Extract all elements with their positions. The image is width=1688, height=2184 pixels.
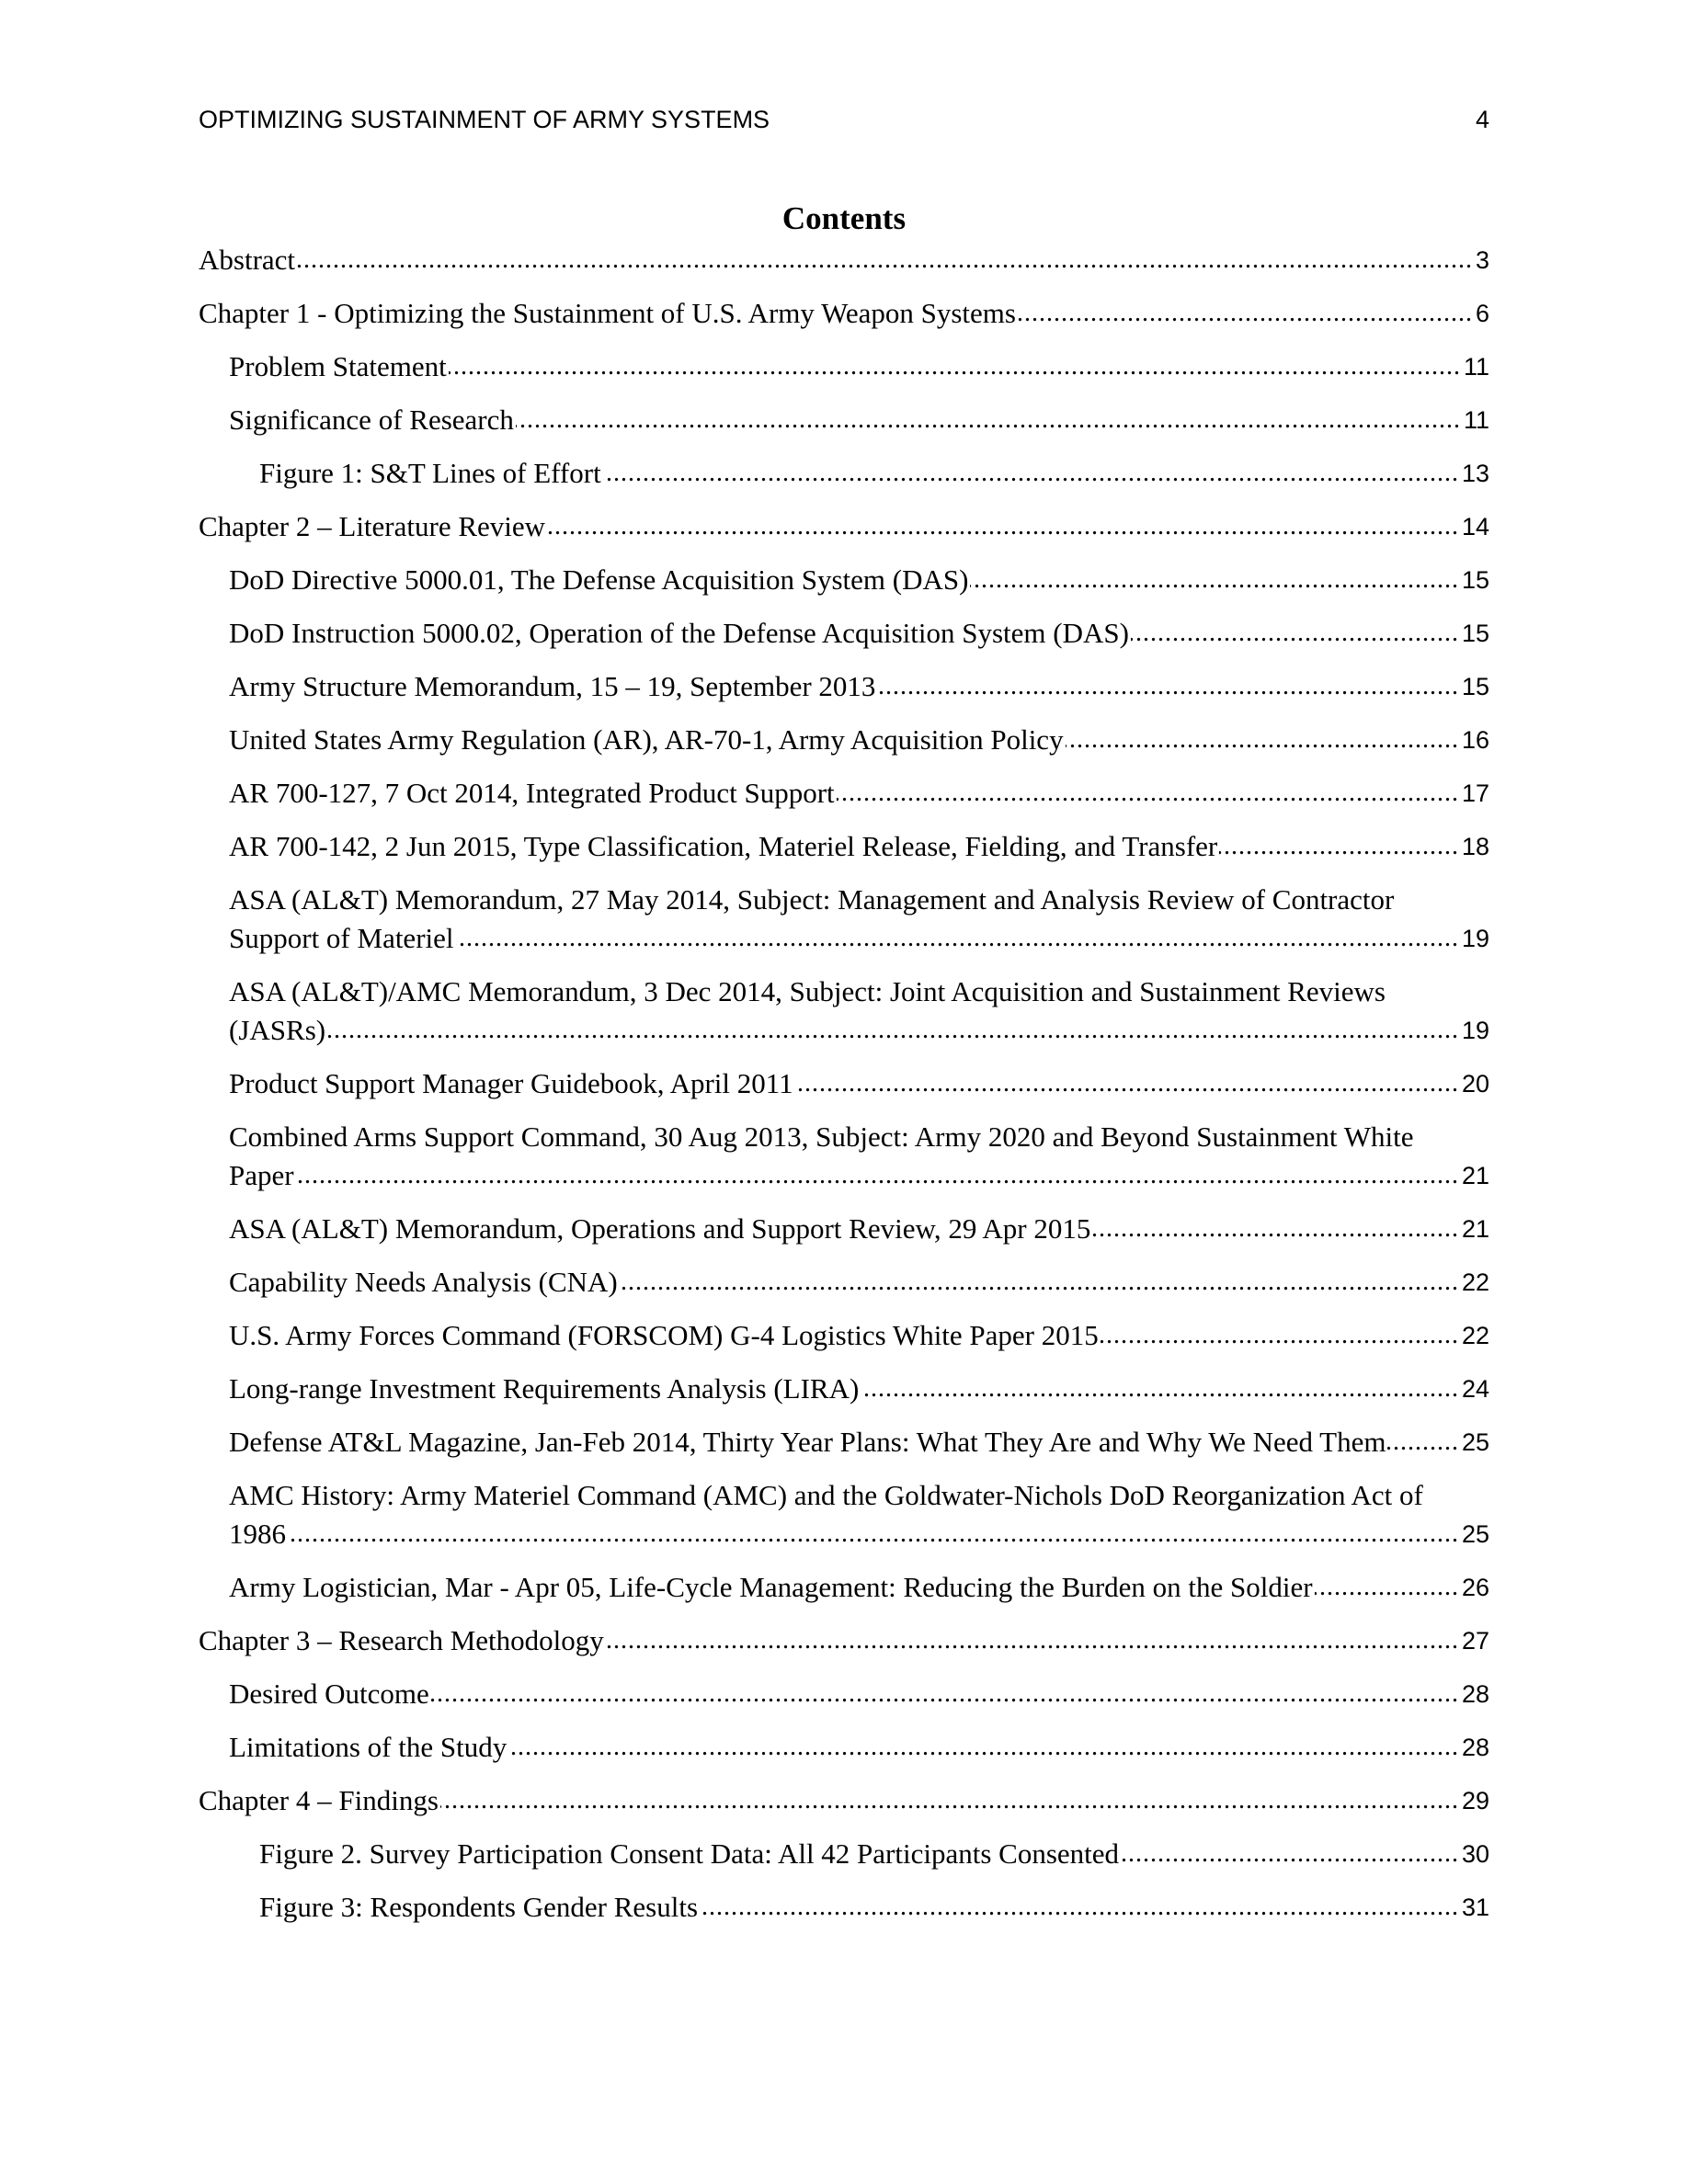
toc-entry-title-wrap: [229, 1728, 1459, 1767]
toc-entry-title-wrap: [229, 1568, 1459, 1607]
toc-entry-title: ASA (AL&T) Memorandum, Operations and Support Review, 29 Apr 2015: [229, 1212, 1091, 1245]
toc-entry-title-wrap: [229, 1064, 1459, 1103]
toc-entry-title: AMC History: Army Materiel Command (AMC) and the Goldwater-Nichols DoD Reorganization Act of 1986: [229, 1479, 1423, 1550]
toc-entry-title: Figure 3: Respondents Gender Results: [259, 1891, 699, 1923]
toc-entry[interactable]: [199, 507, 1489, 546]
toc-entry[interactable]: [199, 1263, 1489, 1302]
toc-entry-title-wrap: [229, 667, 1459, 706]
toc-entry-title: Figure 2. Survey Participation Consent Data: All 42 Participants Consented: [259, 1837, 1120, 1870]
toc-entry-page: 27: [1459, 1621, 1489, 1660]
toc-entry-page: 26: [1459, 1568, 1489, 1607]
toc-entry-page: 15: [1459, 667, 1489, 706]
toc-entry[interactable]: [199, 1675, 1489, 1713]
toc-entry-page: 28: [1459, 1675, 1489, 1713]
toc-entry-title-wrap: [229, 1423, 1459, 1462]
toc-entry-page: 29: [1459, 1781, 1489, 1820]
toc-entry-page: 11: [1461, 401, 1489, 439]
toc-entry[interactable]: [199, 454, 1489, 493]
toc-entry-page: 25: [1459, 1423, 1489, 1462]
toc-entry-page: 11: [1461, 347, 1489, 386]
toc-entry-title-wrap: [229, 561, 1459, 599]
toc-entry-title-wrap: [259, 1888, 1459, 1927]
toc-entry-page: 15: [1459, 561, 1489, 599]
toc-entry-title-wrap: [229, 1370, 1459, 1408]
toc-entry-title-wrap: [229, 1675, 1459, 1713]
toc-entry[interactable]: [199, 1568, 1489, 1607]
toc-entry-title: Chapter 2 – Literature Review: [199, 510, 546, 542]
toc-entry[interactable]: [199, 1316, 1489, 1355]
toc-entry-title: Limitations of the Study: [229, 1731, 508, 1763]
toc-entry-title: United States Army Regulation (AR), AR-70-1, Army Acquisition Policy: [229, 723, 1064, 756]
toc-entry-title-wrap: [229, 973, 1459, 1050]
toc-entry-title-wrap: [199, 1621, 1459, 1660]
toc-entry-page: 18: [1459, 827, 1489, 866]
toc-entry-title: AR 700-142, 2 Jun 2015, Type Classification, Materiel Release, Fielding, and Transfer: [229, 830, 1218, 862]
contents-heading: Contents: [781, 200, 907, 236]
toc-entry-title-wrap: [199, 1781, 1459, 1820]
toc-entry-page: 17: [1459, 774, 1489, 813]
toc-entry-title: U.S. Army Forces Command (FORSCOM) G-4 Logistics White Paper 2015: [229, 1319, 1099, 1351]
toc-entry[interactable]: [199, 1370, 1489, 1408]
toc-entry[interactable]: [199, 1781, 1489, 1820]
toc-entry-page: 21: [1459, 1156, 1489, 1195]
toc-entry-title-wrap: [229, 721, 1459, 759]
toc-entry-page: 19: [1459, 1011, 1489, 1050]
toc-entry-title-wrap: [229, 1476, 1459, 1553]
toc-entry-page: 14: [1459, 507, 1489, 546]
toc-entry-title: Capability Needs Analysis (CNA): [229, 1266, 618, 1298]
toc-entry-title-wrap: [259, 454, 1459, 493]
toc-entry[interactable]: [199, 1888, 1489, 1927]
toc-entry-title-wrap: [229, 774, 1459, 813]
toc-entry[interactable]: [199, 241, 1489, 279]
toc-entry-title: Chapter 3 – Research Methodology: [199, 1624, 604, 1656]
toc-entry-title-wrap: [229, 1263, 1459, 1302]
toc-entry-title-wrap: [229, 1210, 1459, 1248]
toc-entry-title-wrap: [229, 347, 1461, 386]
toc-entry-title-wrap: [229, 881, 1459, 958]
toc-entry-title: Problem Statement: [229, 350, 447, 382]
toc-entry[interactable]: [199, 1118, 1489, 1195]
toc-entry[interactable]: [199, 1423, 1489, 1462]
toc-entry[interactable]: [199, 1064, 1489, 1103]
toc-entry-page: 6: [1473, 294, 1489, 333]
toc-entry-title-wrap: [199, 507, 1459, 546]
toc-entry-title: Defense AT&L Magazine, Jan-Feb 2014, Thirty Year Plans: What They Are and Why We Need Them: [229, 1426, 1386, 1458]
page-number: 4: [1475, 106, 1489, 133]
toc-entry-title: Chapter 1 - Optimizing the Sustainment of U.S. Army Weapon Systems: [199, 297, 1016, 329]
toc-entry-title-wrap: [229, 1316, 1459, 1355]
toc-entry[interactable]: [199, 881, 1489, 958]
toc-entry-title: Chapter 4 – Findings: [199, 1784, 439, 1816]
toc-entry-page: 15: [1459, 614, 1489, 653]
toc-entry-title-wrap: [199, 294, 1473, 333]
toc-entry-title: Army Logistician, Mar - Apr 05, Life-Cycle Management: Reducing the Burden on the Soldier: [229, 1571, 1313, 1603]
toc-entry-title: Army Structure Memorandum, 15 – 19, September 2013: [229, 670, 876, 702]
toc-entry-title: Long-range Investment Requirements Analysis (LIRA): [229, 1372, 860, 1405]
toc-entry[interactable]: [199, 1210, 1489, 1248]
toc-entry-title: AR 700-127, 7 Oct 2014, Integrated Product Support: [229, 777, 835, 809]
toc-entry-title: Product Support Manager Guidebook, April 2011: [229, 1067, 793, 1099]
toc-entry-title-wrap: [229, 1118, 1459, 1195]
toc-entry-title-wrap: [259, 1835, 1459, 1873]
toc-entry[interactable]: [199, 294, 1489, 333]
toc-entry[interactable]: [199, 774, 1489, 813]
toc-entry-title: DoD Directive 5000.01, The Defense Acquisition System (DAS): [229, 563, 969, 596]
toc-entry-title-wrap: [229, 827, 1459, 866]
toc-entry[interactable]: [199, 561, 1489, 599]
toc-entry-page: 21: [1459, 1210, 1489, 1248]
toc-entry-title: Combined Arms Support Command, 30 Aug 2013, Subject: Army 2020 and Beyond Sustainment White Paper: [229, 1120, 1414, 1191]
toc-entry[interactable]: [199, 973, 1489, 1050]
table-of-contents: [199, 241, 1489, 1927]
toc-entry-page: 22: [1459, 1316, 1489, 1355]
toc-entry-title: Desired Outcome: [229, 1678, 429, 1710]
toc-entry-title-wrap: [199, 241, 1473, 279]
toc-entry[interactable]: [199, 1476, 1489, 1553]
toc-entry-page: 16: [1459, 721, 1489, 759]
toc-entry-title-wrap: [229, 401, 1461, 439]
toc-entry-title: Abstract: [199, 244, 296, 276]
toc-entry-page: 20: [1459, 1064, 1489, 1103]
toc-entry-page: 19: [1459, 919, 1489, 958]
toc-entry-page: 25: [1459, 1515, 1489, 1553]
toc-entry[interactable]: [199, 721, 1489, 759]
toc-entry[interactable]: [199, 401, 1489, 439]
toc-entry-page: 30: [1459, 1835, 1489, 1873]
toc-entry-title: Significance of Research: [229, 404, 514, 436]
toc-entry-page: 3: [1473, 241, 1489, 279]
toc-entry[interactable]: [199, 667, 1489, 706]
toc-entry[interactable]: [199, 1621, 1489, 1660]
toc-entry[interactable]: [199, 1835, 1489, 1873]
toc-entry-title: ASA (AL&T) Memorandum, 27 May 2014, Subject: Management and Analysis Review of Contractor Support of Materiel: [229, 883, 1395, 954]
toc-entry[interactable]: [199, 614, 1489, 653]
toc-entry-page: 28: [1459, 1728, 1489, 1767]
toc-entry-title: DoD Instruction 5000.02, Operation of the Defense Acquisition System (DAS): [229, 617, 1129, 649]
toc-entry[interactable]: [199, 827, 1489, 866]
toc-entry-title: ASA (AL&T)/AMC Memorandum, 3 Dec 2014, Subject: Joint Acquisition and Sustainment Reviews (JASRs): [229, 975, 1386, 1046]
toc-entry-page: 31: [1459, 1888, 1489, 1927]
toc-entry-page: 13: [1459, 454, 1489, 493]
running-header: [199, 101, 1489, 138]
toc-entry-title-wrap: [229, 614, 1459, 653]
toc-entry-page: 22: [1459, 1263, 1489, 1302]
toc-entry[interactable]: [199, 1728, 1489, 1767]
toc-entry[interactable]: [199, 347, 1489, 386]
toc-entry-title: Figure 1: S&T Lines of Effort: [259, 457, 601, 489]
running-title: OPTIMIZING SUSTAINMENT OF ARMY SYSTEMS: [199, 106, 770, 133]
toc-entry-page: 24: [1459, 1370, 1489, 1408]
